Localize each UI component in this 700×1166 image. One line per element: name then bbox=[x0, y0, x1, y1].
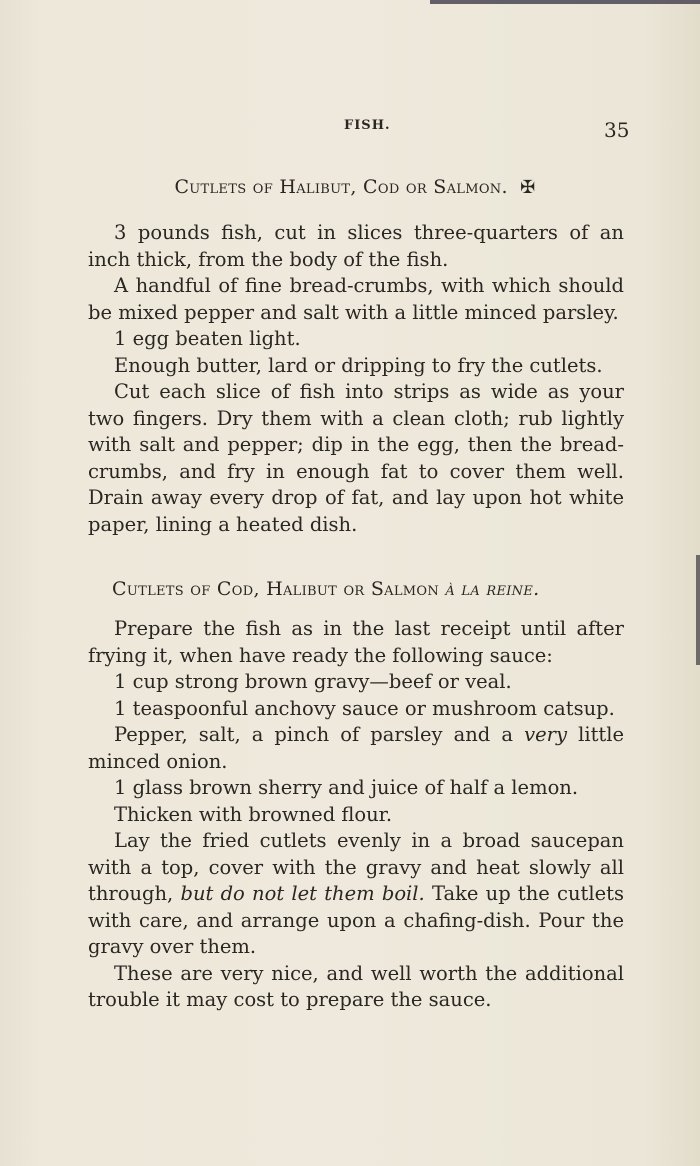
recipe-1-paragraph-4: Enough butter, lard or dripping to fry the cutlets. bbox=[114, 353, 603, 377]
recipe-2-paragraph-4-emphasis: very bbox=[524, 723, 567, 746]
recipe-2-paragraph-7-start: Lay the fried cutlets evenly in a broad saucepan with a top, cover with the gravy and heat slowly all through, bbox=[88, 829, 624, 905]
recipe-2-paragraph-1: Prepare the fish as in the last receipt until after frying it, when have ready the following sauce: bbox=[88, 617, 624, 667]
page-right-edge bbox=[696, 555, 700, 665]
recipe-1-paragraph-2: A handful of fine bread-crumbs, with which should be mixed pepper and salt with a little minced parsley. bbox=[88, 274, 624, 324]
page-number: 35 bbox=[604, 118, 630, 142]
recipe-1-body bbox=[88, 220, 624, 538]
recipe-1-paragraph-5: Cut each slice of fish into strips as wide as your two fingers. Dry them with a clean cloth; rub lightly with salt and pepper; dip in the egg, then the bread-crumbs, and fry in enough fat to cover them well. Drain away every drop of fat, and lay upon hot white paper, lining a heated dish. bbox=[88, 380, 624, 536]
recipe-2-paragraph-4 bbox=[88, 722, 624, 775]
recipe-2-body bbox=[88, 616, 624, 1014]
running-head: FISH. bbox=[344, 118, 391, 133]
recipe-2-title-text: Cutlets of Cod, Halibut or Salmon bbox=[112, 578, 440, 600]
recipe-2-title-italic: à la reine. bbox=[445, 578, 540, 600]
recipe-2-title bbox=[112, 578, 632, 600]
recipe-2-paragraph-2: 1 cup strong brown gravy—beef or veal. bbox=[114, 670, 512, 693]
recipe-2-paragraph-7 bbox=[88, 828, 624, 961]
recipe-1-title bbox=[0, 176, 700, 198]
recipe-2-paragraph-7-emphasis: but do not let them boil. bbox=[180, 882, 425, 905]
recipe-2-paragraph-7-end: Take up the cutlets with care, and arrange upon a chafing-dish. Pour the gravy over them. bbox=[88, 882, 624, 958]
page-top-edge bbox=[430, 0, 700, 4]
recipe-1-paragraph-3: 1 egg beaten light. bbox=[114, 327, 301, 350]
cross-ornament-icon: ✠ bbox=[520, 177, 536, 198]
recipe-2-paragraph-6: Thicken with browned flour. bbox=[114, 802, 393, 826]
recipe-1-paragraph-1: 3 pounds fish, cut in slices three-quarters of an inch thick, from the body of the fish. bbox=[88, 221, 624, 271]
recipe-2-paragraph-5: 1 glass brown sherry and juice of half a lemon. bbox=[114, 776, 579, 799]
recipe-1-title-text: Cutlets of Halibut, Cod or Salmon. bbox=[174, 176, 508, 198]
recipe-2-paragraph-8: These are very nice, and well worth the additional trouble it may cost to prepare the sauce. bbox=[88, 961, 624, 1011]
recipe-2-paragraph-3: 1 teaspoonful anchovy sauce or mushroom catsup. bbox=[114, 696, 615, 720]
recipe-2-paragraph-4-end: little minced onion. bbox=[88, 723, 625, 773]
recipe-2-paragraph-4-start: Pepper, salt, a pinch of parsley and a bbox=[114, 723, 513, 746]
